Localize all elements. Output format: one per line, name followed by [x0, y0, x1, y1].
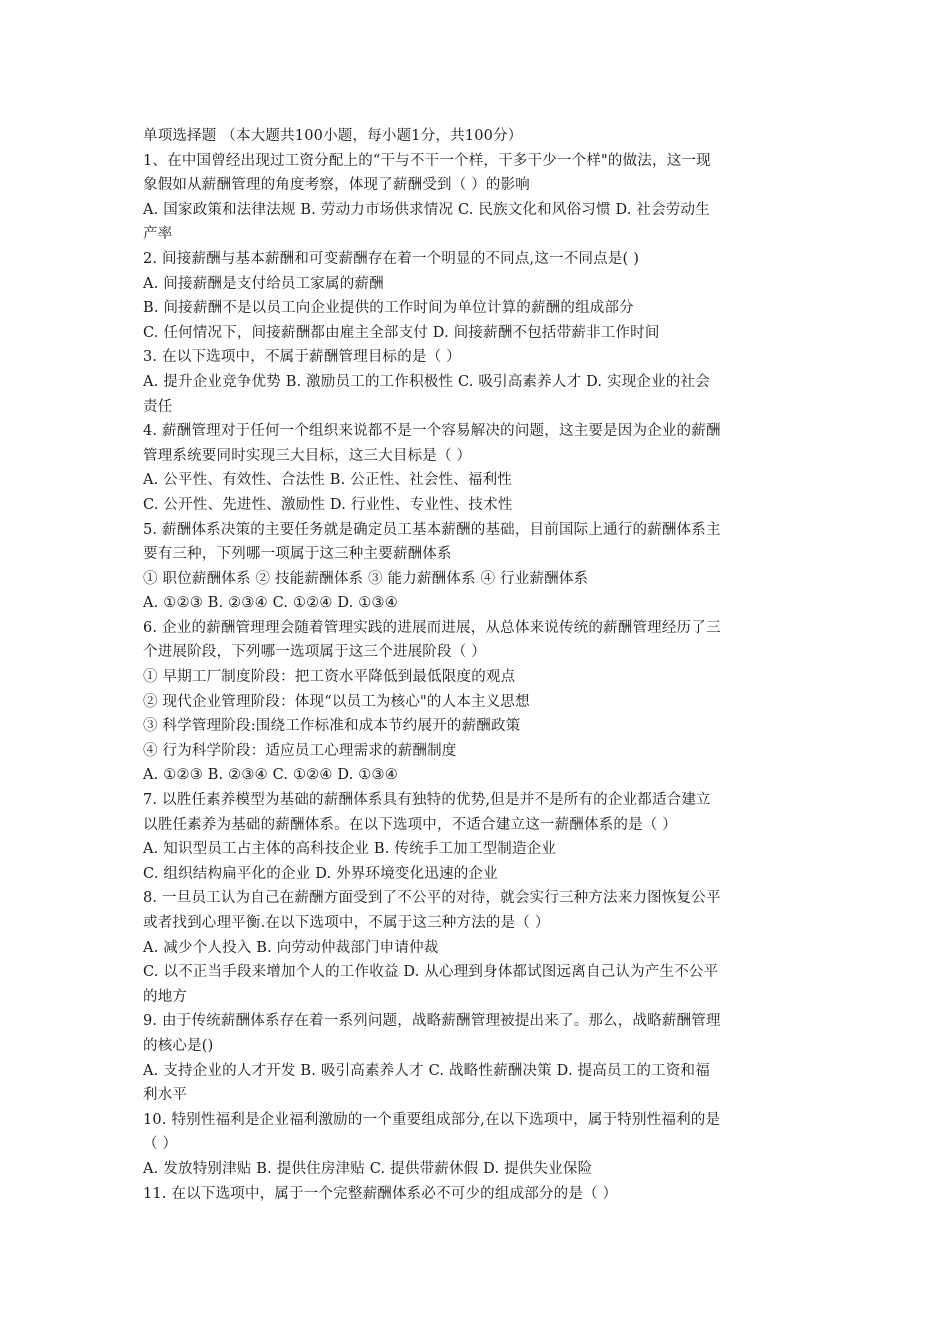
text-line: A. 国家政策和法律法规 B. 劳动力市场供求情况 C. 民族文化和风俗习惯 D. 社会劳动生: [143, 201, 710, 218]
text-line: A. 发放特别津贴 B. 提供住房津贴 C. 提供带薪休假 D. 提供失业保险: [143, 1160, 593, 1177]
text-line: 象假如从薪酬管理的角度考察，体现了薪酬受到（ ）的影响: [143, 177, 531, 194]
text-line: ④ 行为科学阶段：适应员工心理需求的薪酬制度: [143, 742, 457, 759]
text-line: 4. 薪酬管理对于任何一个组织来说都不是一个容易解决的问题，这主要是因为企业的薪酬: [143, 423, 721, 440]
text-line: ① 职位薪酬体系 ② 技能薪酬体系 ③ 能力薪酬体系 ④ 行业薪酬体系: [143, 570, 589, 587]
text-line: 6. 企业的薪酬管理理会随着管理实践的进展而进展，从总体来说传统的薪酬管理经历了三: [143, 619, 721, 636]
text-line: 1、在中国曾经出现过工资分配上的“干与不干一个样，干多干少一个样"的做法，这一现: [143, 152, 711, 169]
text-line: 的核心是(): [143, 1037, 214, 1054]
text-line: B. 间接薪酬不是以员工向企业提供的工作时间为单位计算的薪酬的组成部分: [143, 300, 634, 317]
text-line: 的地方: [143, 988, 188, 1005]
text-line: 7. 以胜任素养模型为基础的薪酬体系具有独特的优势,但是并不是所有的企业都适合建立: [143, 792, 711, 809]
text-line: 要有三种，下列哪一项属于这三种主要薪酬体系: [143, 546, 452, 563]
text-line: 利水平: [143, 1087, 188, 1104]
text-line: 10. 特别性福利是企业福利激励的一个重要组成部分,在以下选项中，属于特别性福利的是: [143, 1111, 721, 1128]
text-line: A. 减少个人投入 B. 向劳动仲裁部门申请仲裁: [143, 939, 439, 956]
text-line: C. 以不正当手段来增加个人的工作收益 D. 从心理到身体都试图远离自己认为产生不公平: [143, 964, 719, 981]
text-line: A. 提升企业竞争优势 B. 激励员工的工作积极性 C. 吸引高素养人才 D. 实现企业的社会: [143, 373, 710, 390]
text-line: 8. 一旦员工认为自己在薪酬方面受到了不公平的对待，就会实行三种方法来力图恢复公平: [143, 890, 721, 907]
section-heading: 单项选择题 （本大题共100小题，每小题1分，共100分）: [143, 128, 523, 144]
text-line: （ ）: [143, 1136, 178, 1153]
text-line: 11. 在以下选项中，属于一个完整薪酬体系必不可少的组成部分的是（ ）: [143, 1185, 618, 1202]
text-line: C. 公开性、先进性、激励性 D. 行业性、专业性、技术性: [143, 496, 513, 513]
text-line: A. ①②③ B. ②③④ C. ①②④ D. ①③④: [143, 595, 398, 612]
text-line: ③ 科学管理阶段:围绕工作标准和成本节约展开的薪酬政策: [143, 718, 521, 735]
text-line: A. 公平性、有效性、合法性 B. 公正性、社会性、福利性: [143, 472, 512, 489]
text-line: 9. 由于传统薪酬体系存在着一系列问题，战略薪酬管理被提出来了。那么，战略薪酬管理: [143, 1013, 721, 1030]
text-line: 个进展阶段，下列哪一选项属于这三个进展阶段（ ）: [143, 644, 486, 661]
text-line: A. ①②③ B. ②③④ C. ①②④ D. ①③④: [143, 767, 398, 784]
text-line: 产率: [143, 226, 173, 243]
text-line: C. 组织结构扁平化的企业 D. 外界环境变化迅速的企业: [143, 865, 498, 882]
text-line: 责任: [143, 398, 173, 415]
text-line: 以胜任素养为基础的薪酬体系。在以下选项中，不适合建立这一薪酬体系的是（ ）: [143, 816, 678, 833]
text-line: A. 支持企业的人才开发 B. 吸引高素养人才 C. 战略性薪酬决策 D. 提高员工的工资和福: [143, 1062, 710, 1079]
text-line: 或者找到心理平衡.在以下选项中，不属于这三种方法的是（ ）: [143, 915, 550, 931]
text-line: ① 早期工厂制度阶段：把工资水平降低到最低限度的观点: [143, 669, 516, 686]
text-line: ② 现代企业管理阶段：体现“以员工为核心"的人本主义思想: [143, 693, 530, 710]
text-line: C. 任何情况下，间接薪酬都由雇主全部支付 D. 间接薪酬不包括带薪非工作时间: [143, 324, 660, 341]
text-line: 2. 间接薪酬与基本薪酬和可变薪酬存在着一个明显的不同点,这一不同点是( ): [143, 250, 640, 267]
text-line: 3. 在以下选项中，不属于薪酬管理目标的是（ ）: [143, 349, 461, 366]
text-line: A. 间接薪酬是支付给员工家属的薪酬: [143, 275, 384, 292]
text-line: A. 知识型员工占主体的高科技企业 B. 传统手工加工型制造企业: [143, 841, 557, 858]
document-body: [143, 124, 811, 1206]
text-line: 5. 薪酬体系决策的主要任务就是确定员工基本薪酬的基础，目前国际上通行的薪酬体系主: [143, 521, 721, 538]
text-line: 管理系统要同时实现三大目标，这三大目标是（ ）: [143, 447, 472, 464]
